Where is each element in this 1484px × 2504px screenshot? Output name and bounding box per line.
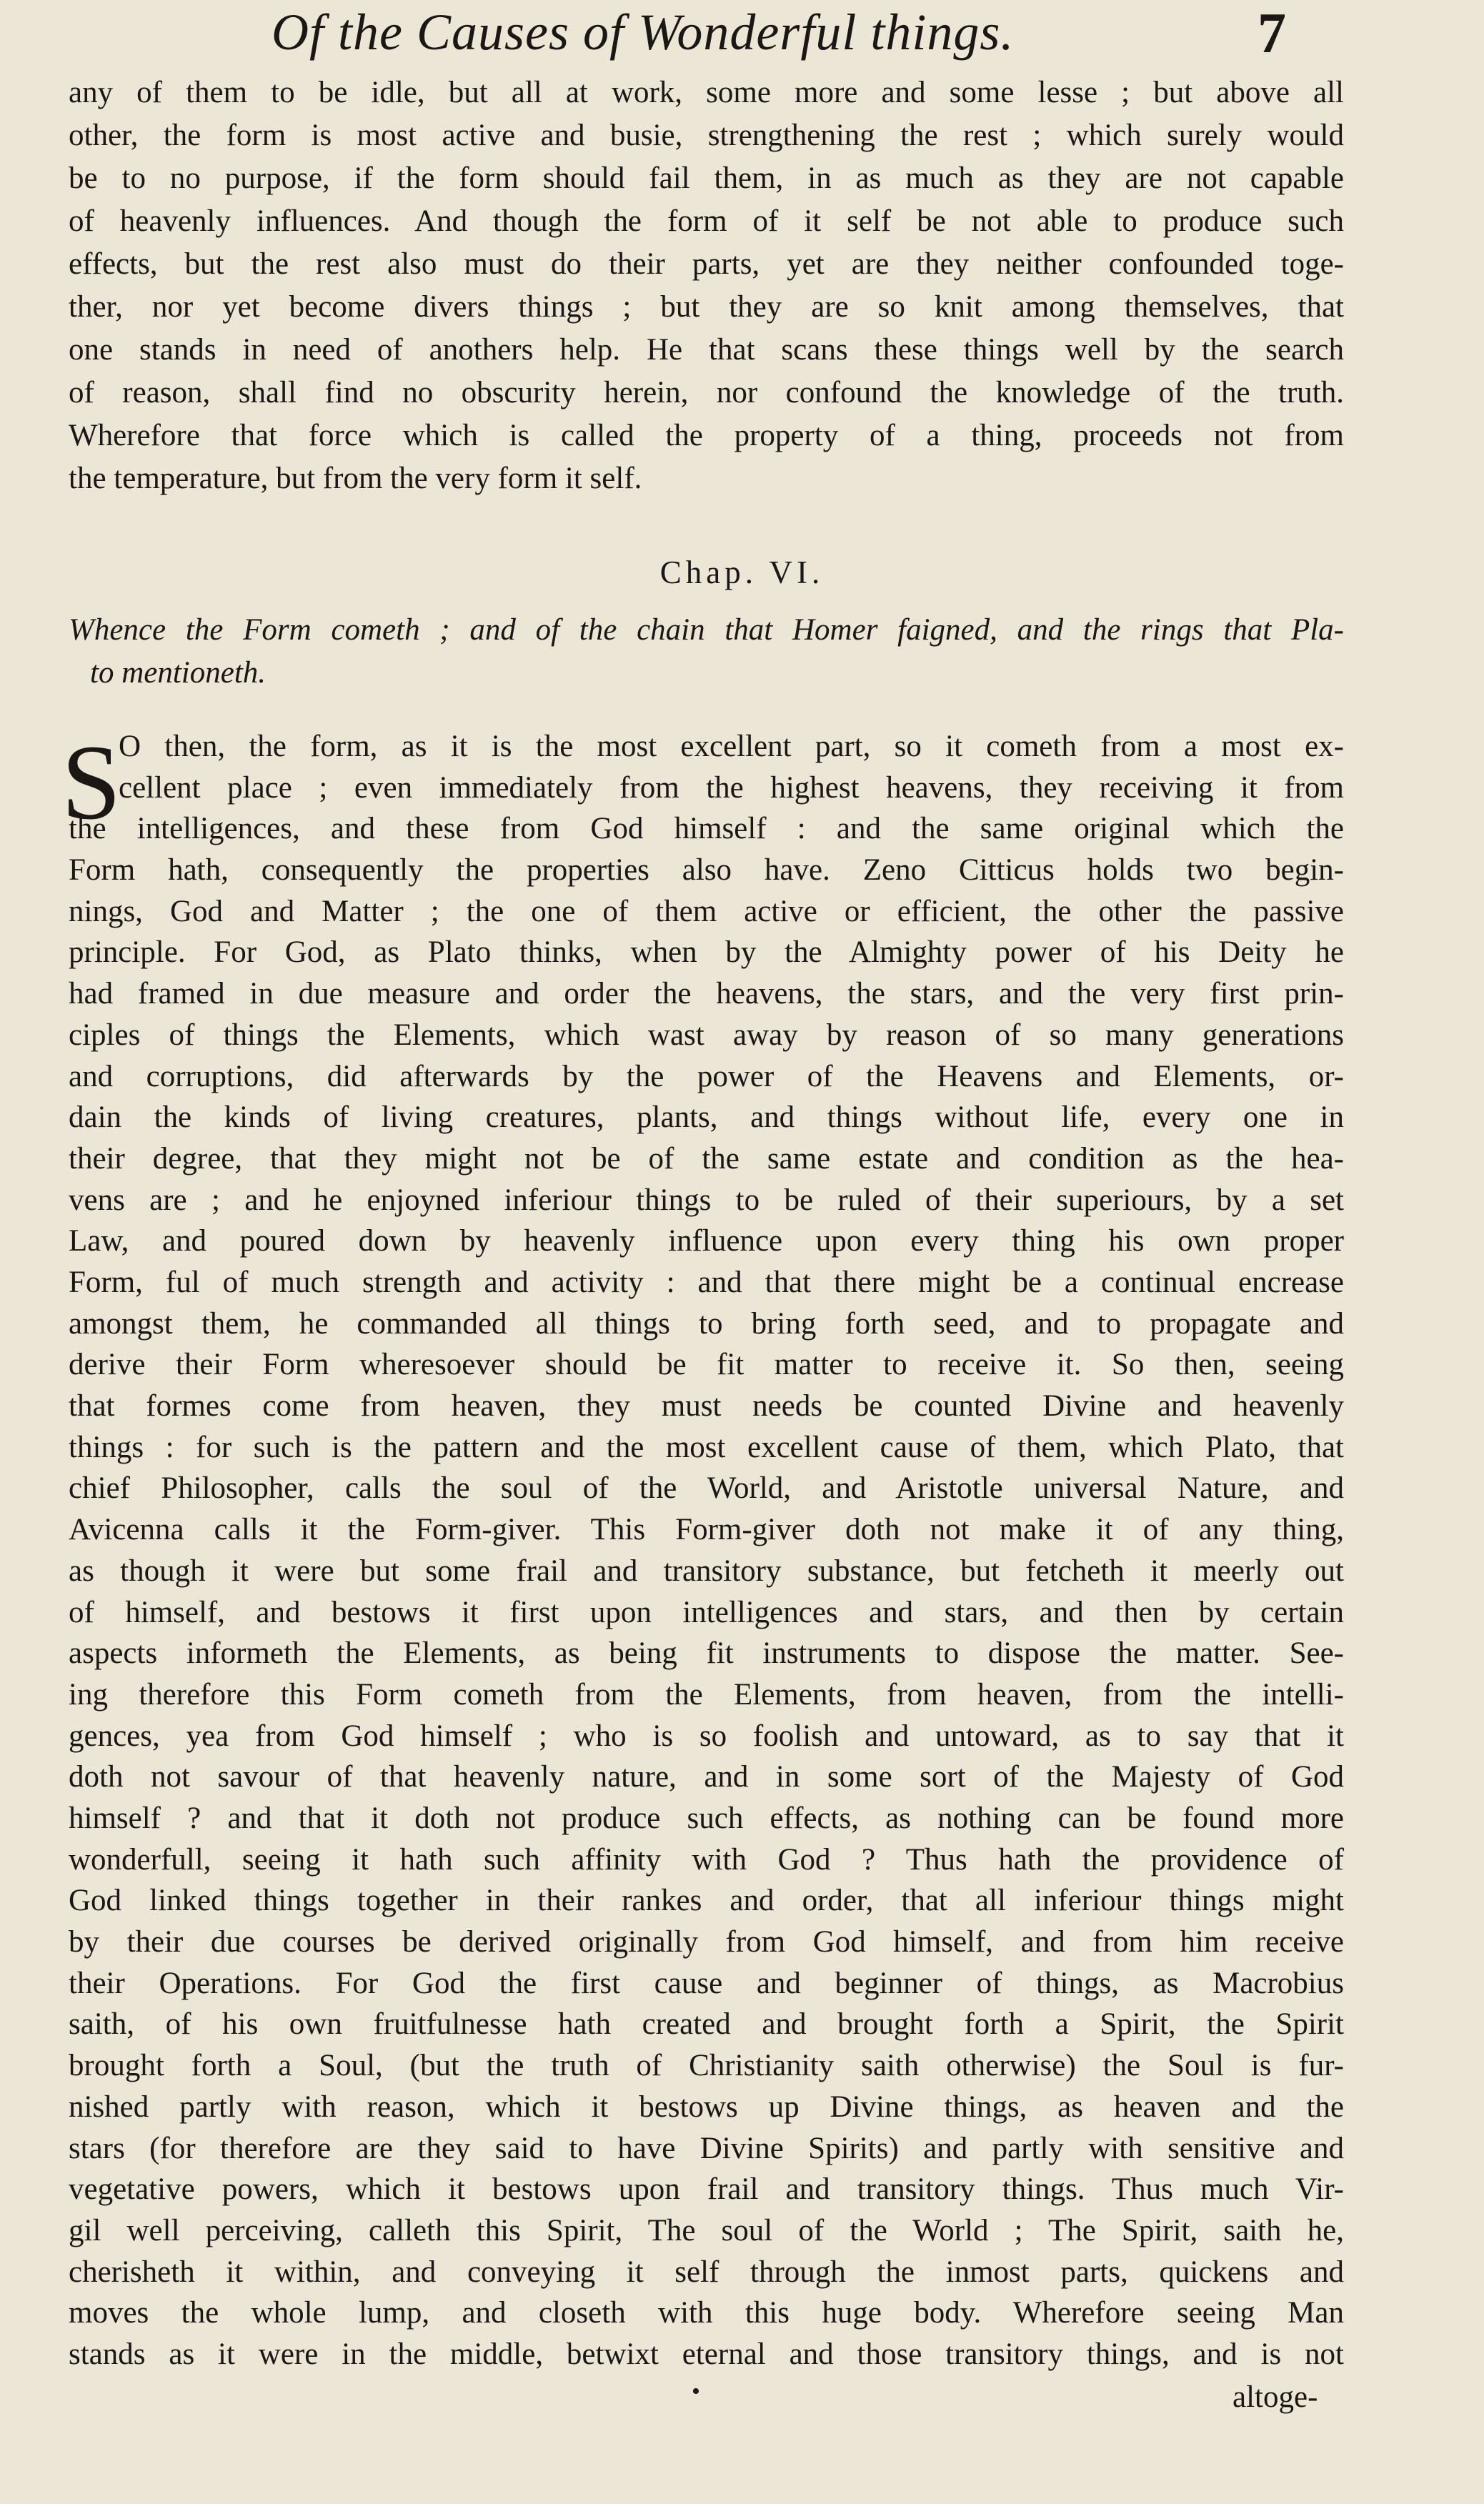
- text-line: ciples of things the Elements, which wast away by reason of so many generations: [69, 1018, 1344, 1052]
- text-line: had framed in due measure and order the heavens, the stars, and the very first prin-: [69, 977, 1344, 1010]
- running-title: Of the Causes of Wonderful things.: [272, 4, 1015, 61]
- text-line: any of them to be idle, but all at work, some more and some lesse ; but above all: [69, 76, 1344, 109]
- drop-cap: S: [61, 723, 121, 842]
- text-line: as though it were but some frail and transitory substance, but fetcheth it meerly out: [69, 1554, 1344, 1588]
- text-line: gences, yea from God himself ; who is so foolish and untoward, as to say that it: [69, 1719, 1344, 1753]
- text-line: of reason, shall find no obscurity herein, nor confound the knowledge of the truth.: [69, 376, 1344, 409]
- text-line: Avicenna calls it the Form-giver. This Form-giver doth not make it of any thing,: [69, 1513, 1344, 1546]
- text-line: chief Philosopher, calls the soul of the World, and Aristotle universal Nature, and: [69, 1471, 1344, 1505]
- text-line: derive their Form wheresoever should be fit matter to receive it. So then, seeing: [69, 1348, 1344, 1381]
- page-number: 7: [1258, 2, 1286, 65]
- text-line: God linked things together in their rankes and order, that all inferiour things might: [69, 1884, 1344, 1917]
- text-line: effects, but the rest also must do their parts, yet are they neither confounded toge-: [69, 247, 1344, 281]
- text-line: gil well perceiving, calleth this Spirit, The soul of the World ; The Spirit, saith he,: [69, 2214, 1344, 2247]
- text-line: and corruptions, did afterwards by the power of the Heavens and Elements, or-: [69, 1060, 1344, 1093]
- text-line: of himself, and bestows it first upon intelligences and stars, and then by certain: [69, 1596, 1344, 1629]
- text-line: dain the kinds of living creatures, plants, and things without life, every one in: [69, 1101, 1344, 1134]
- text-line: their degree, that they might not be of the same estate and condition as the hea-: [69, 1142, 1344, 1176]
- text-line: nished partly with reason, which it bestows up Divine things, as heaven and the: [69, 2090, 1344, 2124]
- text-line: cellent place ; even immediately from the highest heavens, they receiving it from: [119, 771, 1344, 805]
- text-line: things : for such is the pattern and the most excellent cause of them, which Plato, that: [69, 1431, 1344, 1464]
- chapter-heading: Chap. VI.: [659, 555, 825, 590]
- text-line: be to no purpose, if the form should fail them, in as much as they are not capable: [69, 162, 1344, 195]
- text-line: cherisheth it within, and conveying it self through the inmost parts, quickens and: [69, 2255, 1344, 2289]
- text-line: moves the whole lump, and closeth with this huge body. Wherefore seeing Man: [69, 2296, 1344, 2330]
- chapter-subtitle-continued: to mentioneth.: [90, 656, 267, 690]
- text-line: amongst them, he commanded all things to bring forth seed, and to propagate and: [69, 1307, 1344, 1341]
- text-line: ing therefore this Form cometh from the Elements, from heaven, from the intelli-: [69, 1678, 1344, 1711]
- text-line: vegetative powers, which it bestows upon frail and transitory things. Thus much Vir-: [69, 2172, 1344, 2206]
- signature-mark: •: [692, 2378, 700, 2405]
- text-line: the intelligences, and these from God himself : and the same original which the: [69, 812, 1344, 845]
- text-line: Wherefore that force which is called the property of a thing, proceeds not from: [69, 419, 1344, 452]
- text-line: doth not savour of that heavenly nature, and in some sort of the Majesty of God: [69, 1760, 1344, 1794]
- text-line: himself ? and that it doth not produce such effects, as nothing can be found more: [69, 1802, 1344, 1835]
- text-line: vens are ; and he enjoyned inferiour things to be ruled of their superiours, by a set: [69, 1183, 1344, 1217]
- text-line: ther, nor yet become divers things ; but they are so knit among themselves, that: [69, 290, 1344, 324]
- text-line: the temperature, but from the very form it self.: [69, 462, 642, 495]
- text-line: Form hath, consequently the properties also have. Zeno Citticus holds two begin-: [69, 853, 1344, 887]
- text-line: saith, of his own fruitfulnesse hath created and brought forth a Spirit, the Spirit: [69, 2007, 1344, 2041]
- text-line: by their due courses be derived originally from God himself, and from him receive: [69, 1925, 1344, 1959]
- text-line: their Operations. For God the first cause and beginner of things, as Macrobius: [69, 1967, 1344, 2000]
- text-line: nings, God and Matter ; the one of them active or efficient, the other the passive: [69, 895, 1344, 928]
- text-line: that formes come from heaven, they must needs be counted Divine and heavenly: [69, 1389, 1344, 1423]
- text-line: wonderfull, seeing it hath such affinity with God ? Thus hath the providence of: [69, 1843, 1344, 1877]
- text-line: one stands in need of anothers help. He that scans these things well by the search: [69, 333, 1344, 367]
- text-line: aspects informeth the Elements, as being fit instruments to dispose the matter. See-: [69, 1636, 1344, 1670]
- text-line: principle. For God, as Plato thinks, when by the Almighty power of his Deity he: [69, 935, 1344, 969]
- text-line: stars (for therefore are they said to have Divine Spirits) and partly with sensitive and: [69, 2132, 1344, 2165]
- text-line: of heavenly influences. And though the form of it self be not able to produce such: [69, 204, 1344, 238]
- catchword: altoge-: [1232, 2380, 1318, 2414]
- text-line: other, the form is most active and busie, strengthening the rest ; which surely would: [69, 119, 1344, 152]
- text-line: Form, ful of much strength and activity : and that there might be a continual encrease: [69, 1266, 1344, 1299]
- text-line: Law, and poured down by heavenly influence upon every thing his own proper: [69, 1224, 1344, 1258]
- chapter-subtitle: Whence the Form cometh ; and of the chain that Homer faigned, and the rings that Pla-: [69, 613, 1344, 647]
- text-line: O then, the form, as it is the most excellent part, so it cometh from a most ex-: [119, 730, 1344, 763]
- text-line: stands as it were in the middle, betwixt eternal and those transitory things, and is not: [69, 2337, 1344, 2371]
- text-line: brought forth a Soul, (but the truth of Christianity saith otherwise) the Soul is fur-: [69, 2049, 1344, 2082]
